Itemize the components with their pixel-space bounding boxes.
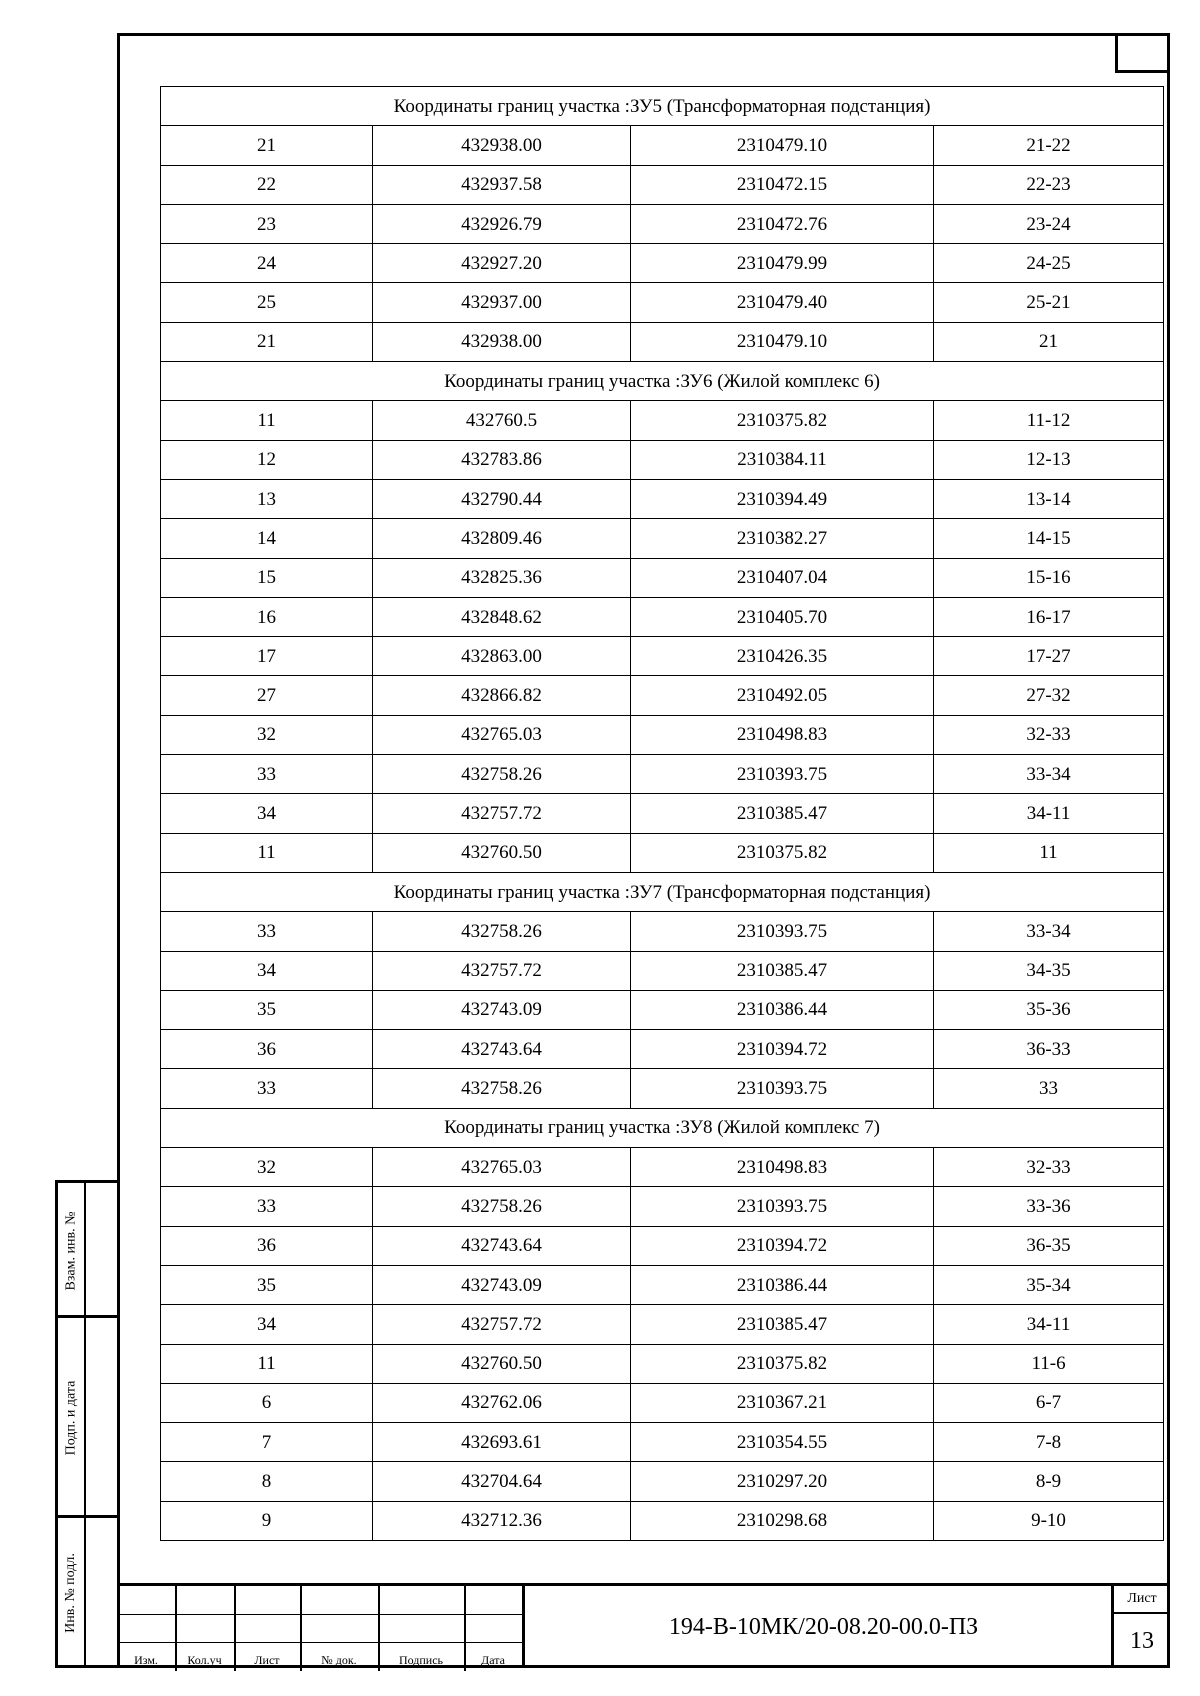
segment: 11-6 (934, 1344, 1164, 1383)
segment: 33-34 (934, 912, 1164, 951)
table-row (161, 1344, 1164, 1383)
corner-box (1115, 33, 1170, 73)
point-number: 11 (161, 401, 373, 440)
table-row (161, 479, 1164, 518)
sheet-label: Лист (1114, 1586, 1170, 1614)
table-row (161, 755, 1164, 794)
table-row (161, 1187, 1164, 1226)
segment: 11 (934, 833, 1164, 872)
segment: 23-24 (934, 204, 1164, 243)
x-coordinate: 432762.06 (373, 1383, 631, 1422)
section-header-row (161, 872, 1164, 911)
table-row (161, 794, 1164, 833)
x-coordinate: 432743.09 (373, 1265, 631, 1304)
x-coordinate: 432790.44 (373, 479, 631, 518)
x-coordinate: 432938.00 (373, 322, 631, 361)
y-coordinate: 2310479.40 (631, 283, 934, 322)
stamp-label-data: Дата (481, 1652, 505, 1667)
table-row (161, 715, 1164, 754)
y-coordinate: 2310354.55 (631, 1423, 934, 1462)
segment: 35-36 (934, 990, 1164, 1029)
point-number: 6 (161, 1383, 373, 1422)
table-row (161, 1265, 1164, 1304)
grid-line (117, 1642, 522, 1643)
y-coordinate: 2310386.44 (631, 1265, 934, 1304)
point-number: 8 (161, 1462, 373, 1501)
table-row (161, 912, 1164, 951)
table-row (161, 440, 1164, 479)
sheet-number: 13 (1130, 1627, 1154, 1654)
y-coordinate: 2310394.72 (631, 1030, 934, 1069)
segment: 33 (934, 1069, 1164, 1108)
x-coordinate: 432712.36 (373, 1501, 631, 1540)
x-coordinate: 432760.50 (373, 833, 631, 872)
x-coordinate: 432757.72 (373, 951, 631, 990)
x-coordinate: 432825.36 (373, 558, 631, 597)
y-coordinate: 2310498.83 (631, 715, 934, 754)
table-row (161, 1501, 1164, 1540)
point-number: 15 (161, 558, 373, 597)
x-coordinate: 432704.64 (373, 1462, 631, 1501)
segment: 7-8 (934, 1423, 1164, 1462)
y-coordinate: 2310375.82 (631, 401, 934, 440)
table-row (161, 401, 1164, 440)
x-coordinate: 432743.64 (373, 1226, 631, 1265)
table-row (161, 833, 1164, 872)
y-coordinate: 2310405.70 (631, 597, 934, 636)
x-coordinate: 432757.72 (373, 1305, 631, 1344)
y-coordinate: 2310492.05 (631, 676, 934, 715)
x-coordinate: 432757.72 (373, 794, 631, 833)
x-coordinate: 432809.46 (373, 519, 631, 558)
segment: 14-15 (934, 519, 1164, 558)
coordinates-table (160, 86, 1164, 1541)
segment: 11-12 (934, 401, 1164, 440)
y-coordinate: 2310472.15 (631, 165, 934, 204)
point-number: 24 (161, 244, 373, 283)
table-row (161, 126, 1164, 165)
segment: 33-34 (934, 755, 1164, 794)
segment: 32-33 (934, 1148, 1164, 1187)
x-coordinate: 432758.26 (373, 755, 631, 794)
x-coordinate: 432848.62 (373, 597, 631, 636)
stamp-label-list: Лист (254, 1652, 280, 1667)
table-row (161, 1383, 1164, 1422)
y-coordinate: 2310385.47 (631, 1305, 934, 1344)
y-coordinate: 2310375.82 (631, 833, 934, 872)
point-number: 33 (161, 1069, 373, 1108)
point-number: 32 (161, 715, 373, 754)
x-coordinate: 432743.09 (373, 990, 631, 1029)
segment: 21-22 (934, 126, 1164, 165)
sheet-box (1111, 1583, 1170, 1668)
y-coordinate: 2310393.75 (631, 1187, 934, 1226)
table-row (161, 676, 1164, 715)
point-number: 34 (161, 951, 373, 990)
x-coordinate: 432866.82 (373, 676, 631, 715)
x-coordinate: 432758.26 (373, 912, 631, 951)
table-row (161, 322, 1164, 361)
point-number: 11 (161, 1344, 373, 1383)
table-row (161, 1305, 1164, 1344)
table-row (161, 165, 1164, 204)
point-number: 33 (161, 912, 373, 951)
table-row (161, 1148, 1164, 1187)
y-coordinate: 2310393.75 (631, 912, 934, 951)
stamp-label-podpis: Подпись (398, 1652, 444, 1667)
y-coordinate: 2310393.75 (631, 1069, 934, 1108)
stamp-label-izm: Изм. (134, 1652, 158, 1667)
x-coordinate: 432783.86 (373, 440, 631, 479)
point-number: 35 (161, 1265, 373, 1304)
point-number: 23 (161, 204, 373, 243)
x-coordinate: 432937.00 (373, 283, 631, 322)
y-coordinate: 2310479.99 (631, 244, 934, 283)
point-number: 36 (161, 1226, 373, 1265)
point-number: 33 (161, 1187, 373, 1226)
table-row (161, 1069, 1164, 1108)
y-coordinate: 2310297.20 (631, 1462, 934, 1501)
y-coordinate: 2310385.47 (631, 794, 934, 833)
segment: 36-33 (934, 1030, 1164, 1069)
segment: 33-36 (934, 1187, 1164, 1226)
point-number: 27 (161, 676, 373, 715)
segment: 25-21 (934, 283, 1164, 322)
y-coordinate: 2310498.83 (631, 1148, 934, 1187)
point-number: 11 (161, 833, 373, 872)
table-row (161, 597, 1164, 636)
y-coordinate: 2310407.04 (631, 558, 934, 597)
x-coordinate: 432760.50 (373, 1344, 631, 1383)
segment: 15-16 (934, 558, 1164, 597)
section-title: Координаты границ участка :ЗУ8 (Жилой комплекс 7) (161, 1108, 1164, 1147)
segment: 34-11 (934, 1305, 1164, 1344)
x-coordinate: 432765.03 (373, 715, 631, 754)
y-coordinate: 2310393.75 (631, 755, 934, 794)
x-coordinate: 432765.03 (373, 1148, 631, 1187)
inv-label: Инв. № подл. (63, 1553, 78, 1633)
y-coordinate: 2310385.47 (631, 951, 934, 990)
y-coordinate: 2310479.10 (631, 322, 934, 361)
x-coordinate: 432758.26 (373, 1069, 631, 1108)
point-number: 22 (161, 165, 373, 204)
point-number: 21 (161, 322, 373, 361)
point-number: 14 (161, 519, 373, 558)
section-header-row (161, 87, 1164, 126)
table-row (161, 637, 1164, 676)
table-row (161, 1226, 1164, 1265)
table-row (161, 951, 1164, 990)
y-coordinate: 2310479.10 (631, 126, 934, 165)
section-header-row (161, 362, 1164, 401)
table-row (161, 519, 1164, 558)
segment: 9-10 (934, 1501, 1164, 1540)
segment: 21 (934, 322, 1164, 361)
y-coordinate: 2310375.82 (631, 1344, 934, 1383)
point-number: 32 (161, 1148, 373, 1187)
x-coordinate: 432758.26 (373, 1187, 631, 1226)
point-number: 33 (161, 755, 373, 794)
point-number: 21 (161, 126, 373, 165)
point-number: 9 (161, 1501, 373, 1540)
revision-grid (117, 1583, 522, 1668)
x-coordinate: 432863.00 (373, 637, 631, 676)
segment: 35-34 (934, 1265, 1164, 1304)
point-number: 25 (161, 283, 373, 322)
table-row (161, 283, 1164, 322)
segment: 34-11 (934, 794, 1164, 833)
table-row (161, 204, 1164, 243)
point-number: 35 (161, 990, 373, 1029)
grid-line (117, 1614, 522, 1615)
y-coordinate: 2310394.72 (631, 1226, 934, 1265)
stamp-label-ndok: № док. (321, 1652, 357, 1667)
segment: 32-33 (934, 715, 1164, 754)
segment: 16-17 (934, 597, 1164, 636)
point-number: 7 (161, 1423, 373, 1462)
table-row (161, 558, 1164, 597)
document-number: 194-В-10МК/20-08.20-00.0-ПЗ (522, 1583, 1122, 1668)
segment: 27-32 (934, 676, 1164, 715)
segment: 6-7 (934, 1383, 1164, 1422)
point-number: 16 (161, 597, 373, 636)
segment: 36-35 (934, 1226, 1164, 1265)
x-coordinate: 432938.00 (373, 126, 631, 165)
title-block (117, 1583, 1170, 1668)
x-coordinate: 432927.20 (373, 244, 631, 283)
segment: 34-35 (934, 951, 1164, 990)
segment: 17-27 (934, 637, 1164, 676)
point-number: 13 (161, 479, 373, 518)
y-coordinate: 2310367.21 (631, 1383, 934, 1422)
point-number: 34 (161, 794, 373, 833)
x-coordinate: 432760.5 (373, 401, 631, 440)
section-title: Координаты границ участка :ЗУ5 (Трансформаторная подстанция) (161, 87, 1164, 126)
table-row (161, 1423, 1164, 1462)
y-coordinate: 2310426.35 (631, 637, 934, 676)
y-coordinate: 2310384.11 (631, 440, 934, 479)
x-coordinate: 432693.61 (373, 1423, 631, 1462)
x-coordinate: 432926.79 (373, 204, 631, 243)
x-coordinate: 432743.64 (373, 1030, 631, 1069)
segment: 24-25 (934, 244, 1164, 283)
segment: 8-9 (934, 1462, 1164, 1501)
y-coordinate: 2310472.76 (631, 204, 934, 243)
point-number: 36 (161, 1030, 373, 1069)
point-number: 17 (161, 637, 373, 676)
section-title: Координаты границ участка :ЗУ7 (Трансформаторная подстанция) (161, 872, 1164, 911)
segment: 22-23 (934, 165, 1164, 204)
point-number: 34 (161, 1305, 373, 1344)
segment: 13-14 (934, 479, 1164, 518)
stamp-label-koluch: Кол.уч (187, 1652, 222, 1667)
y-coordinate: 2310382.27 (631, 519, 934, 558)
table-row (161, 1030, 1164, 1069)
y-coordinate: 2310298.68 (631, 1501, 934, 1540)
y-coordinate: 2310394.49 (631, 479, 934, 518)
point-number: 12 (161, 440, 373, 479)
x-coordinate: 432937.58 (373, 165, 631, 204)
table-row (161, 1462, 1164, 1501)
section-header-row (161, 1108, 1164, 1147)
section-title: Координаты границ участка :ЗУ6 (Жилой комплекс 6) (161, 362, 1164, 401)
table-row (161, 244, 1164, 283)
podp-label: Подп. и дата (63, 1380, 79, 1456)
vzam-label: Взам. инв. № (63, 1211, 78, 1290)
table-row (161, 990, 1164, 1029)
y-coordinate: 2310386.44 (631, 990, 934, 1029)
side-stamp (55, 1180, 117, 1668)
segment: 12-13 (934, 440, 1164, 479)
